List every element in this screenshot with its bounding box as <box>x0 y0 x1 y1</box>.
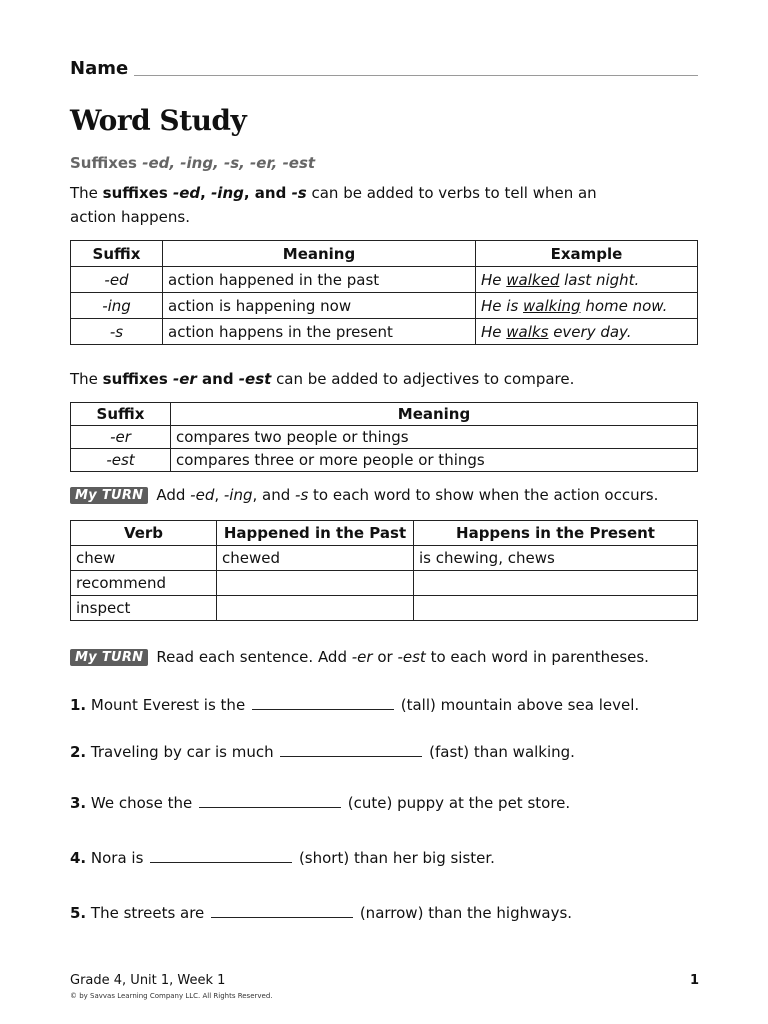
practice-table <box>70 520 698 621</box>
table-header-row <box>71 521 698 546</box>
footer-copyright: © by Savvas Learning Company LLC. All Rights Reserved. <box>70 992 273 1000</box>
subtitle-suffixes: -ed, -ing, -s, -er, -est <box>142 154 316 172</box>
example-post: every day. <box>548 322 632 341</box>
example-word: walks <box>506 322 549 341</box>
intro1-pre: The <box>70 184 103 202</box>
example-cell <box>476 293 698 319</box>
subtitle <box>70 154 315 172</box>
intro1-suffix-s: -s <box>291 184 307 202</box>
sentence-number: 2. <box>70 743 87 761</box>
verb-cell: chew <box>71 546 217 571</box>
header-past: Happened in the Past <box>217 521 414 546</box>
intro1-comma: , <box>200 184 212 202</box>
myturn-badge: My TURN <box>70 649 148 666</box>
answer-blank[interactable] <box>211 904 353 918</box>
intro-adjectives <box>70 367 574 391</box>
sentence-4: 4. Nora is (short) than her big sister. <box>70 849 495 867</box>
meaning-cell: action happens in the present <box>163 319 476 345</box>
answer-blank[interactable] <box>252 696 394 710</box>
example-post: last night. <box>559 270 640 289</box>
header-meaning: Meaning <box>171 403 698 426</box>
answer-blank[interactable] <box>280 743 422 757</box>
table-row <box>71 293 698 319</box>
past-cell[interactable] <box>217 571 414 596</box>
intro2-bold: suffixes <box>102 370 174 388</box>
present-cell[interactable] <box>414 596 698 621</box>
suffix-cell: -er <box>71 426 171 449</box>
suffix-cell: -s <box>71 319 163 345</box>
suffix-cell: -est <box>71 449 171 472</box>
intro2-pre: The <box>70 370 103 388</box>
myturn2-text: Read each sentence. Add -er or -est to each word in parentheses. <box>156 648 649 666</box>
adjective-suffix-table <box>70 402 698 472</box>
sentence-number: 3. <box>70 794 87 812</box>
header-meaning: Meaning <box>163 241 476 267</box>
sentence-number: 4. <box>70 849 87 867</box>
suffix-cell: -ing <box>71 293 163 319</box>
intro2-and: and <box>196 370 239 388</box>
myturn-instruction-1 <box>70 486 658 504</box>
table-row <box>71 319 698 345</box>
verb-cell: recommend <box>71 571 217 596</box>
page-number: 1 <box>690 973 700 988</box>
past-cell[interactable] <box>217 596 414 621</box>
myturn-instruction-2 <box>70 648 649 666</box>
page-title: Word Study <box>70 104 247 137</box>
intro-verbs <box>70 181 630 229</box>
subtitle-prefix: Suffixes <box>70 154 143 172</box>
table-row <box>71 426 698 449</box>
sentence-number: 1. <box>70 696 87 714</box>
present-cell[interactable] <box>414 571 698 596</box>
table-row <box>71 596 698 621</box>
intro2-post: can be added to adjectives to compare. <box>271 370 575 388</box>
header-example: Example <box>476 241 698 267</box>
sentence-3: 3. We chose the (cute) puppy at the pet store. <box>70 794 571 812</box>
example-word: walked <box>506 270 560 289</box>
answer-blank[interactable] <box>150 849 292 863</box>
example-cell <box>476 267 698 293</box>
example-cell <box>476 319 698 345</box>
answer-blank[interactable] <box>199 794 341 808</box>
verb-cell: inspect <box>71 596 217 621</box>
intro2-suffix-er: -er <box>173 370 197 388</box>
header-verb: Verb <box>71 521 217 546</box>
header-suffix: Suffix <box>71 241 163 267</box>
example-pre: He is <box>481 296 524 315</box>
example-pre: He <box>481 322 507 341</box>
footer-grade: Grade 4, Unit 1, Week 1 <box>70 973 226 988</box>
name-field-line[interactable] <box>134 75 698 76</box>
table-row <box>71 449 698 472</box>
myturn1-text: Add -ed, -ing, and -s to each word to show when the action occurs. <box>156 486 659 504</box>
table-header-row <box>71 241 698 267</box>
intro1-suffix-ed: -ed <box>173 184 201 202</box>
meaning-cell: compares two people or things <box>171 426 698 449</box>
example-word: walking <box>523 296 581 315</box>
suffix-cell: -ed <box>71 267 163 293</box>
past-cell[interactable]: chewed <box>217 546 414 571</box>
intro2-suffix-est: -est <box>238 370 272 388</box>
meaning-cell: compares three or more people or things <box>171 449 698 472</box>
meaning-cell: action happened in the past <box>163 267 476 293</box>
intro1-and: , and <box>243 184 292 202</box>
example-pre: He <box>481 270 507 289</box>
header-suffix: Suffix <box>71 403 171 426</box>
meaning-cell: action is happening now <box>163 293 476 319</box>
intro1-post: can be added to verbs to tell when an action happens. <box>70 184 597 226</box>
sentence-2: 2. Traveling by car is much (fast) than walking. <box>70 743 575 761</box>
table-row <box>71 267 698 293</box>
name-row <box>70 58 698 80</box>
table-row <box>71 546 698 571</box>
example-post: home now. <box>580 296 668 315</box>
sentence-1: 1. Mount Everest is the (tall) mountain above sea level. <box>70 696 640 714</box>
verb-suffix-table <box>70 240 698 345</box>
table-header-row <box>71 403 698 426</box>
header-present: Happens in the Present <box>414 521 698 546</box>
name-label: Name <box>70 58 129 79</box>
sentence-5: 5. The streets are (narrow) than the highways. <box>70 904 573 922</box>
myturn-badge: My TURN <box>70 487 148 504</box>
sentence-number: 5. <box>70 904 87 922</box>
present-cell[interactable]: is chewing, chews <box>414 546 698 571</box>
table-row <box>71 571 698 596</box>
intro1-bold: suffixes <box>102 184 174 202</box>
intro1-suffix-ing: -ing <box>211 184 244 202</box>
